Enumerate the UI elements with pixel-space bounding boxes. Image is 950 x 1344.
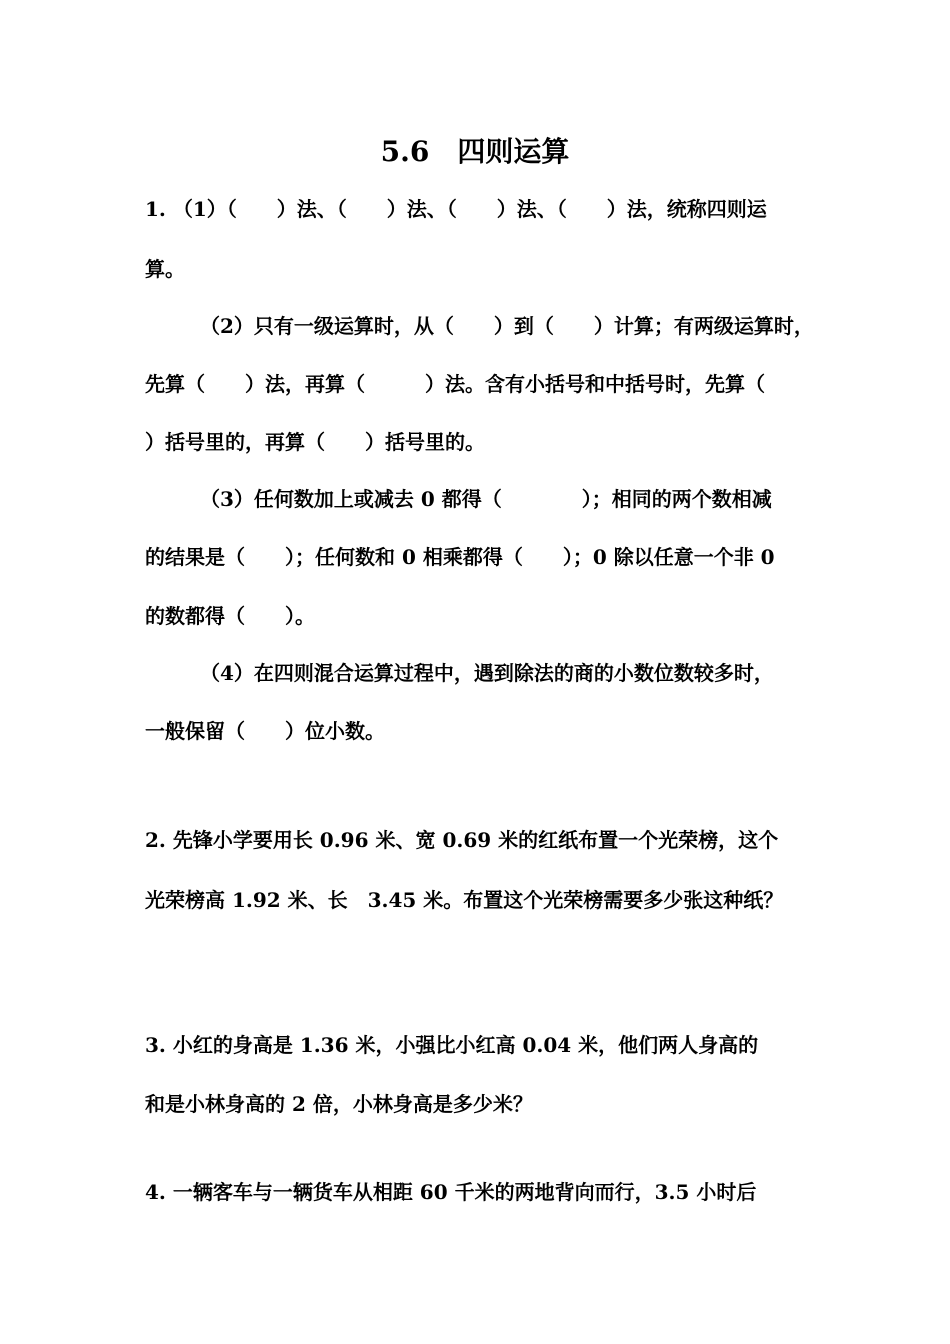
q1-part1-line2: 算。 — [145, 257, 185, 281]
page-title: 5.6 四则运算 — [380, 135, 570, 168]
q1-part4-line1: （4）在四则混合运算过程中，遇到除法的商的小数位数较多时， — [200, 661, 774, 685]
q4-line1: 4. 一辆客车与一辆货车从相距 60 千米的两地背向而行，3.5 小时后 — [145, 1180, 757, 1204]
q2-line2: 光荣榜高 1.92 米、长 3.45 米。布置这个光荣榜需要多少张这种纸？ — [145, 888, 784, 912]
q2-line1: 2. 先锋小学要用长 0.96 米、宽 0.69 米的红纸布置一个光荣榜，这个 — [145, 828, 779, 852]
q3-line1: 3. 小红的身高是 1.36 米，小强比小红高 0.04 米，他们两人身高的 — [145, 1033, 759, 1057]
q1-part4-line2: 一般保留（ ）位小数。 — [145, 719, 385, 743]
q1-part3-line2: 的结果是（ ）；任何数和 0 相乘都得（ ）；0 除以任意一个非 0 — [145, 545, 775, 569]
q1-part2-line1: （2）只有一级运算时，从（ ）到（ ）计算；有两级运算时， — [200, 314, 814, 338]
q1-part3-line3: 的数都得（ ）。 — [145, 604, 315, 628]
q1-part2-line3: ）括号里的，再算（ ）括号里的。 — [145, 430, 485, 454]
q1-part3-line1: （3）任何数加上或减去 0 都得（ ）；相同的两个数相减 — [200, 487, 772, 511]
q1-part1-line1: 1. （1）（ ）法、（ ）法、（ ）法、（ ）法，统称四则运 — [145, 197, 767, 221]
q1-part2-line2: 先算（ ）法，再算（ ）法。含有小括号和中括号时，先算（ — [145, 372, 765, 396]
q3-line2: 和是小林身高的 2 倍，小林身高是多少米？ — [145, 1092, 533, 1116]
